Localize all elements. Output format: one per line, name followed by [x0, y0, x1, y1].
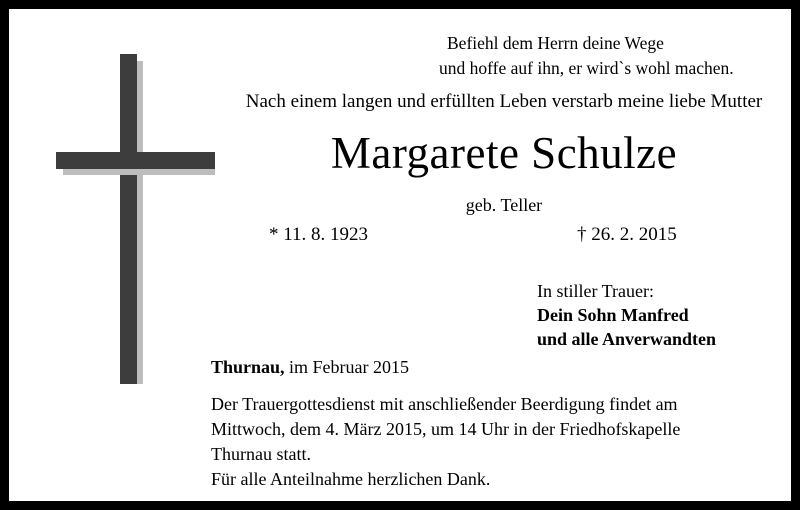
obituary-notice [9, 9, 791, 501]
service-details [211, 392, 791, 492]
service-line-1: Der Trauergottesdienst mit anschließender Beerdigung findet am [211, 394, 678, 414]
cross-horizontal-beam [56, 152, 215, 169]
intro-text: Nach einem langen und erfüllten Leben verstarb meine liebe Mutter [245, 91, 763, 112]
birth-date: * 11. 8. 1923 [269, 224, 369, 245]
service-line-2: Mittwoch, dem 4. März 2015, um 14 Uhr in der Friedhofskapelle [211, 419, 681, 439]
mourners-block [537, 279, 716, 351]
place-date: im Februar 2015 [284, 357, 410, 377]
death-date: † 26. 2. 2015 [577, 224, 677, 245]
place-name: Thurnau, [211, 357, 285, 377]
obituary-content [199, 9, 791, 501]
service-line-3: Thurnau statt. [211, 444, 311, 464]
maiden-name: geb. Teller [465, 195, 543, 215]
verse-line-2: und hoffe auf ihn, er wird`s wohl machen. [439, 58, 734, 78]
cross-vertical-shadow [137, 61, 143, 384]
cross-icon [9, 9, 199, 501]
deceased-name: Margarete Schulze [330, 128, 678, 178]
verse-line-1: Befiehl dem Herrn deine Wege [447, 33, 664, 53]
service-line-4: Für alle Anteilnahme herzlichen Dank. [211, 469, 491, 489]
mourners-line-1: Dein Sohn Manfred [537, 305, 689, 325]
mourners-line-2: und alle Anverwandten [537, 329, 717, 349]
mourners-heading: In stiller Trauer: [537, 281, 654, 301]
place-and-date [211, 357, 409, 378]
cross-vertical-beam [120, 54, 137, 384]
cross-horizontal-shadow [63, 169, 215, 175]
verse-block [439, 31, 734, 81]
